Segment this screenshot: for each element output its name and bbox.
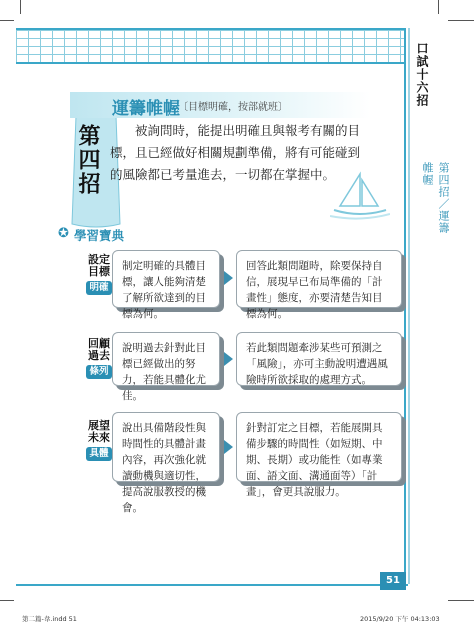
row-tag	[85, 420, 113, 461]
arrow-right-icon	[224, 440, 233, 454]
row-tag-label: 具體	[86, 447, 112, 461]
side-book-title: 口試十六招	[415, 42, 429, 107]
row-left-card: 說明過去針對此目標已經做出的努力，若能具體化尤佳。	[112, 332, 220, 386]
right-rule	[404, 28, 406, 584]
arrow-right-icon	[224, 352, 233, 366]
header-grid	[16, 30, 406, 62]
star-icon: ✪	[58, 226, 69, 241]
chapter-title: 運籌帷幄	[112, 99, 180, 119]
row-tag-text: 回顧過去	[88, 337, 110, 362]
row-right-card: 回答此類問題時，除要保持自信，展現早已布局準備的「計畫性」態度，亦要清楚告知目標為何。	[236, 250, 402, 308]
sailboat-icon	[330, 170, 390, 220]
footer-rule	[16, 584, 408, 586]
row-tag	[85, 338, 113, 379]
crop-mark	[438, 0, 439, 14]
row-tag-label: 條列	[86, 365, 112, 379]
crop-mark	[448, 20, 474, 21]
crop-mark	[0, 20, 14, 21]
row-left-card: 制定明確的具體目標，讓人能夠清楚了解所欲達到的目標為何。	[112, 250, 220, 308]
row-tag	[85, 254, 113, 295]
row-tag-text: 設定目標	[88, 253, 110, 278]
row-tag-text: 展望未來	[88, 419, 110, 444]
header-top-rule	[16, 28, 406, 30]
crop-mark	[448, 600, 474, 601]
section-title: 學習寶典	[74, 228, 125, 243]
page-number: 51	[380, 572, 406, 590]
print-file-label: 第二篇-韋.indd 51	[22, 615, 77, 623]
crop-mark	[20, 0, 21, 14]
print-date-label: 2015/9/20 下午 04:13:03	[360, 615, 440, 623]
row-right-card: 若此類問題牽涉某些可預測之「風險」，亦可主動說明遭遇風險時所欲採取的處理方式。	[236, 332, 402, 386]
chapter-badge-text: 第四招	[75, 124, 100, 196]
chapter-subtitle: 〔目標明確，按部就班〕	[178, 102, 288, 113]
row-left-card: 說出具備階段性與時間性的具體計畫內容，再次強化就讀動機與適切性，提高說服教授的機會。	[112, 412, 220, 482]
header-bottom-rule	[16, 62, 406, 64]
crop-mark	[0, 600, 14, 601]
row-tag-label: 明確	[86, 281, 112, 295]
right-rule-inner	[408, 28, 410, 584]
row-right-card: 針對訂定之目標，若能展開具備步驟的時間性（如短期、中期、長期）或功能性（如專業面、語文面、溝通面等）「計畫」，會更具說服力。	[236, 412, 402, 482]
arrow-right-icon	[224, 271, 233, 285]
side-chapter-label: 第四招／運籌帷幄	[421, 162, 450, 234]
intro-paragraph: 被詢問時，能提出明確且與報考有關的目標，且已經做好相關規劃準備，將有可能碰到的風險都已考量進去，一切都在掌握中。	[110, 123, 361, 182]
